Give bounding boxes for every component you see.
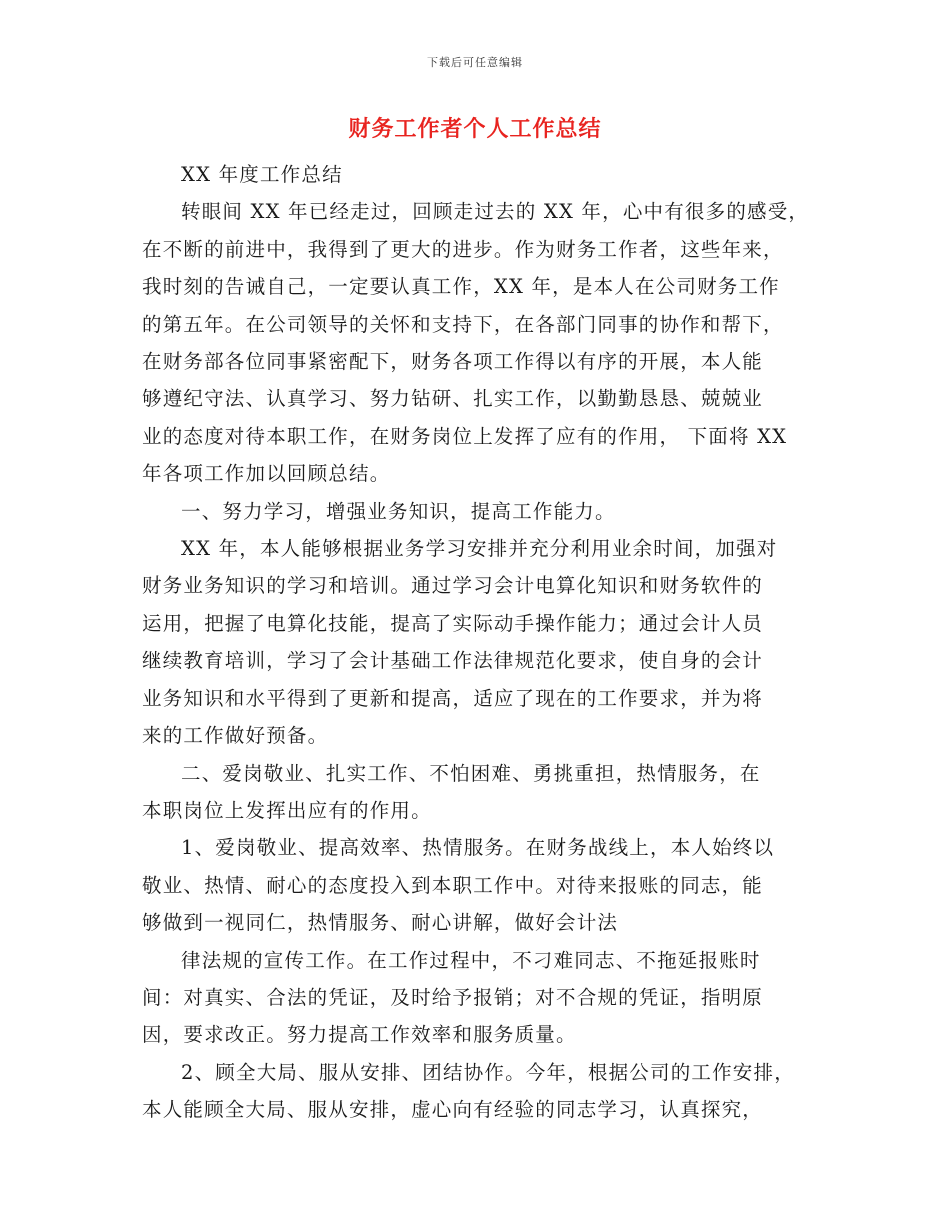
text-line: 我时刻的告诫自己，一定要认真工作，XX 年，是本人在公司财务工作 (142, 275, 780, 299)
text-line: 年各项工作加以回顾总结。 (142, 462, 391, 486)
text-line: 在不断的前进中，我得到了更大的进步。作为财务工作者，这些年来， (142, 237, 784, 261)
text-line: 转眼间 XX 年已经走过，回顾走过去的 XX 年，心中有很多的感受， (181, 200, 810, 224)
text-line: XX 年度工作总结 (181, 163, 343, 186)
document-title: 财务工作者个人工作总结 (348, 116, 602, 142)
text-line: 一、努力学习，增强业务知识，提高工作能力。 (181, 499, 616, 523)
text-line: 律法规的宣传工作。在工作过程中，不刁难同志、不拖延报账时 (181, 948, 761, 972)
document-body (142, 156, 832, 1129)
text-line: 财务业务知识的学习和培训。通过学习会计电算化知识和财务软件的 (142, 574, 764, 598)
text-line: 2、顾全大局、服从安排、团结协作。今年，根据公司的工作安排， (181, 1060, 795, 1084)
text-line: 在财务部各位同事紧密配下，财务各项工作得以有序的开展，本人能 (142, 350, 764, 374)
text-line: 二、爱岗敬业、扎实工作、不怕困难、勇挑重担，热情服务，在 (181, 761, 761, 785)
text-line: 运用，把握了电算化技能，提高了实际动手操作能力；通过会计人员 (142, 611, 764, 635)
text-line: 业的态度对待本职工作，在财务岗位上发挥了应有的作用， 下面将 XX (142, 424, 788, 448)
text-line: 1、爱岗敬业、提高效率、热情服务。在财务战线上，本人始终以 (181, 836, 775, 860)
text-line: 因，要求改正。努力提高工作效率和服务质量。 (142, 1023, 577, 1047)
text-line: 够遵纪守法、认真学习、努力钻研、扎实工作，以勤勤恳恳、兢兢业 (142, 387, 764, 411)
text-line: 本职岗位上发挥出应有的作用。 (142, 798, 432, 822)
text-line: 业务知识和水平得到了更新和提高，适应了现在的工作要求，并为将 (142, 686, 764, 710)
text-line: 来的工作做好预备。 (142, 724, 329, 748)
text-line: 继续教育培训，学习了会计基础工作法律规范化要求，使自身的会计 (142, 649, 764, 673)
text-line: XX 年，本人能够根据业务学习安排并充分利用业余时间，加强对 (181, 537, 778, 561)
text-line: 的第五年。在公司领导的关怀和支持下，在各部门同事的协作和帮下， (142, 312, 784, 336)
header-note: 下载后可任意编辑 (427, 56, 523, 69)
text-line: 间：对真实、合法的凭证，及时给予报销；对不合规的凭证，指明原 (142, 985, 764, 1009)
text-line: 够做到一视同仁，热情服务、耐心讲解，做好会计法 (142, 911, 619, 935)
text-line: 本人能顾全大局、服从安排，虚心向有经验的同志学习，认真探究， (142, 1098, 764, 1122)
text-line: 敬业、热情、耐心的态度投入到本职工作中。对待来报账的同志，能 (142, 873, 764, 897)
